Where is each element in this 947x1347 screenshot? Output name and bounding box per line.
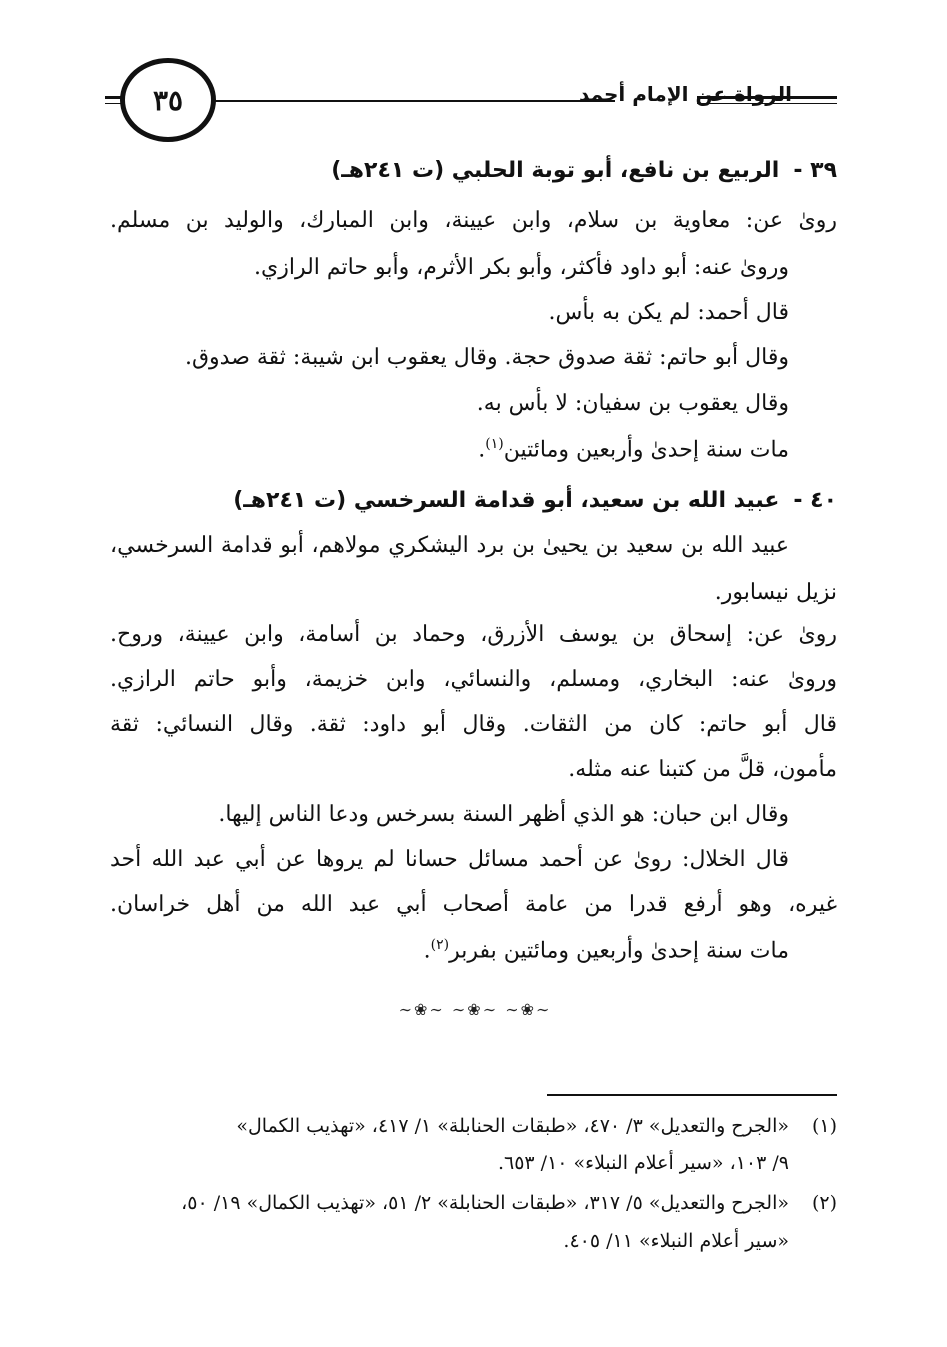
- text-line: وقال يعقوب بن سفيان: لا بأس به.: [476, 391, 789, 416]
- footnote-rule: [547, 1094, 837, 1096]
- text-line: وروىٰ عنه: البخاري، ومسلم، والنسائي، وابن خزيمة، وأبو حاتم الرازي.: [110, 667, 837, 692]
- text-line: قال أحمد: لم يكن به بأس.: [548, 300, 789, 325]
- footnote-text: «الجرح والتعديل» ٣/ ٤٧٠، «طبقات الحنابلة» ١/ ٤١٧، «تهذيب الكمال»: [236, 1115, 789, 1137]
- text-line: قال أبو حاتم: كان من الثقات. وقال أبو داود: ثقة. وقال النسائي: ثقة: [110, 712, 837, 737]
- text-line: نزيل نيسابور.: [714, 580, 837, 605]
- death-note: مات سنة إحدىٰ وأربعين ومائتين بفربر: [449, 938, 789, 964]
- footnote-text: «الجرح والتعديل» ٥/ ٣١٧، «طبقات الحنابلة» ٢/ ٥١، «تهذيب الكمال» ١٩/ ٥٠،: [181, 1192, 789, 1214]
- running-title: الرواة عن الإمام أحمد: [579, 82, 792, 106]
- entry-number: ٣٩ -: [793, 158, 837, 183]
- entry-heading: [331, 158, 837, 183]
- footnote: [110, 1115, 837, 1138]
- text-line: رویٰ عن: معاوية بن سلام، وابن عيينة، وابن المبارك، والوليد بن مسلم.: [110, 208, 837, 233]
- footnote-number: (٢): [811, 1192, 837, 1214]
- text-line: عبيد الله بن سعيد بن يحيىٰ بن برد اليشكري مولاهم، أبو قدامة السرخسي،: [110, 533, 789, 558]
- death-note: مات سنة إحدىٰ وأربعين ومائتين: [503, 437, 789, 463]
- text-line: مأمون، قلَّ من كتبنا عنه مثله.: [568, 757, 837, 782]
- text-line: وقال أبو حاتم: ثقة صدوق حجة. وقال يعقوب ابن شيبة: ثقة صدوق.: [184, 345, 789, 370]
- footnote-number: (١): [811, 1115, 837, 1137]
- page-number: ٣٥: [120, 58, 216, 142]
- text-line-last: مات سنة إحدىٰ وأربعين ومائتين بفربر$^{(٢)}$.: [423, 937, 789, 964]
- text-line: روىٰ عن: إسحاق بن يوسف الأزرق، وحماد بن أسامة، وابن عيينة، وروح.: [110, 622, 837, 647]
- entry-number: ٤٠ -: [793, 488, 837, 513]
- entry-title: الربيع بن نافع، أبو توبة الحلبي (ت ٢٤١هـ): [331, 158, 780, 183]
- text-line: وروىٰ عنه: أبو داود فأكثر، وأبو بكر الأثرم، وأبو حاتم الرازي.: [254, 255, 789, 280]
- entry-title: عبيد الله بن سعيد، أبو قدامة السرخسي (ت ٢٤١هـ): [233, 488, 780, 513]
- section-ornament: ∽❀∽ ∽❀∽ ∽❀∽: [398, 1000, 552, 1019]
- footnote-continuation: «سير أعلام النبلاء» ١١/ ٤٠٥.: [563, 1230, 789, 1252]
- text-line: غيره، وهو أرفع قدرا من عامة أصحاب أبي عبد الله من أهل خراسان.: [110, 892, 837, 917]
- footnote-ref: (٢): [430, 937, 450, 953]
- footnote-ref: (١): [485, 436, 504, 452]
- entry-heading: [233, 488, 837, 513]
- footnote: [110, 1192, 837, 1215]
- footnote-continuation: ٩/ ١٠٣، «سير أعلام النبلاء» ١٠/ ٦٥٣.: [497, 1152, 789, 1174]
- text-line: وقال ابن حبان: هو الذي أظهر السنة بسرخس ودعا الناس إليها.: [218, 802, 789, 827]
- text-line-last: مات سنة إحدىٰ وأربعين ومائتين$^{(١)}$.: [478, 436, 789, 463]
- header-rule-middle: [215, 100, 615, 102]
- text-line: قال الخلال: روىٰ عن أحمد مسائل حسانا لم يروها عن أبي عبد الله أحد: [110, 847, 789, 872]
